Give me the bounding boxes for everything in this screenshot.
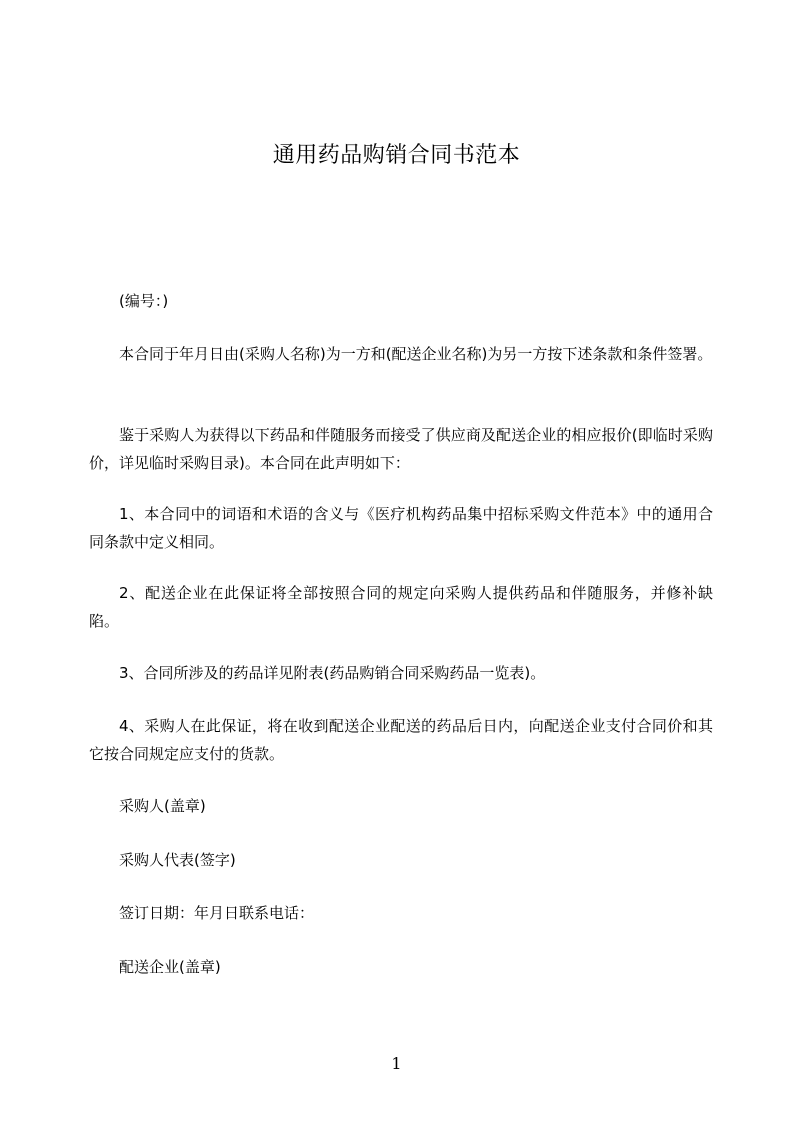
- page-number: 1: [391, 1054, 402, 1073]
- document-title: 通用药品购销合同书范本: [272, 143, 521, 168]
- clause-1: 1、本合同中的词语和术语的含义与《医疗机构药品集中招标采购文件范本》中的通用合同条款中定义相同。: [89, 505, 713, 551]
- buyer-seal-line: 采购人(盖章): [119, 797, 206, 815]
- clause-4: 4、采购人在此保证，将在收到配送企业配送的药品后日内，向配送企业支付合同价和其它按合同规定应支付的货款。: [89, 717, 713, 763]
- distributor-seal-line: 配送企业(盖章): [119, 958, 221, 976]
- preamble-paragraph: 鉴于采购人为获得以下药品和伴随服务而接受了供应商及配送企业的相应报价(即临时采购价，详见临时采购目录)。本合同在此声明如下：: [89, 426, 713, 472]
- buyer-representative-line: 采购人代表(签字): [119, 851, 236, 869]
- sign-date-phone-line: 签订日期：年月日联系电话：: [119, 904, 315, 922]
- clause-3: 3、合同所涉及的药品详见附表(药品购销合同采购药品一览表)。: [119, 664, 546, 682]
- clause-2: 2、配送企业在此保证将全部按照合同的规定向采购人提供药品和伴随服务，并修补缺陷。: [89, 584, 713, 630]
- contract-number-line: (编号：): [119, 292, 169, 310]
- intro-paragraph: 本合同于年月日由(采购人名称)为一方和(配送企业名称)为另一方按下述条款和条件签署。: [119, 345, 713, 363]
